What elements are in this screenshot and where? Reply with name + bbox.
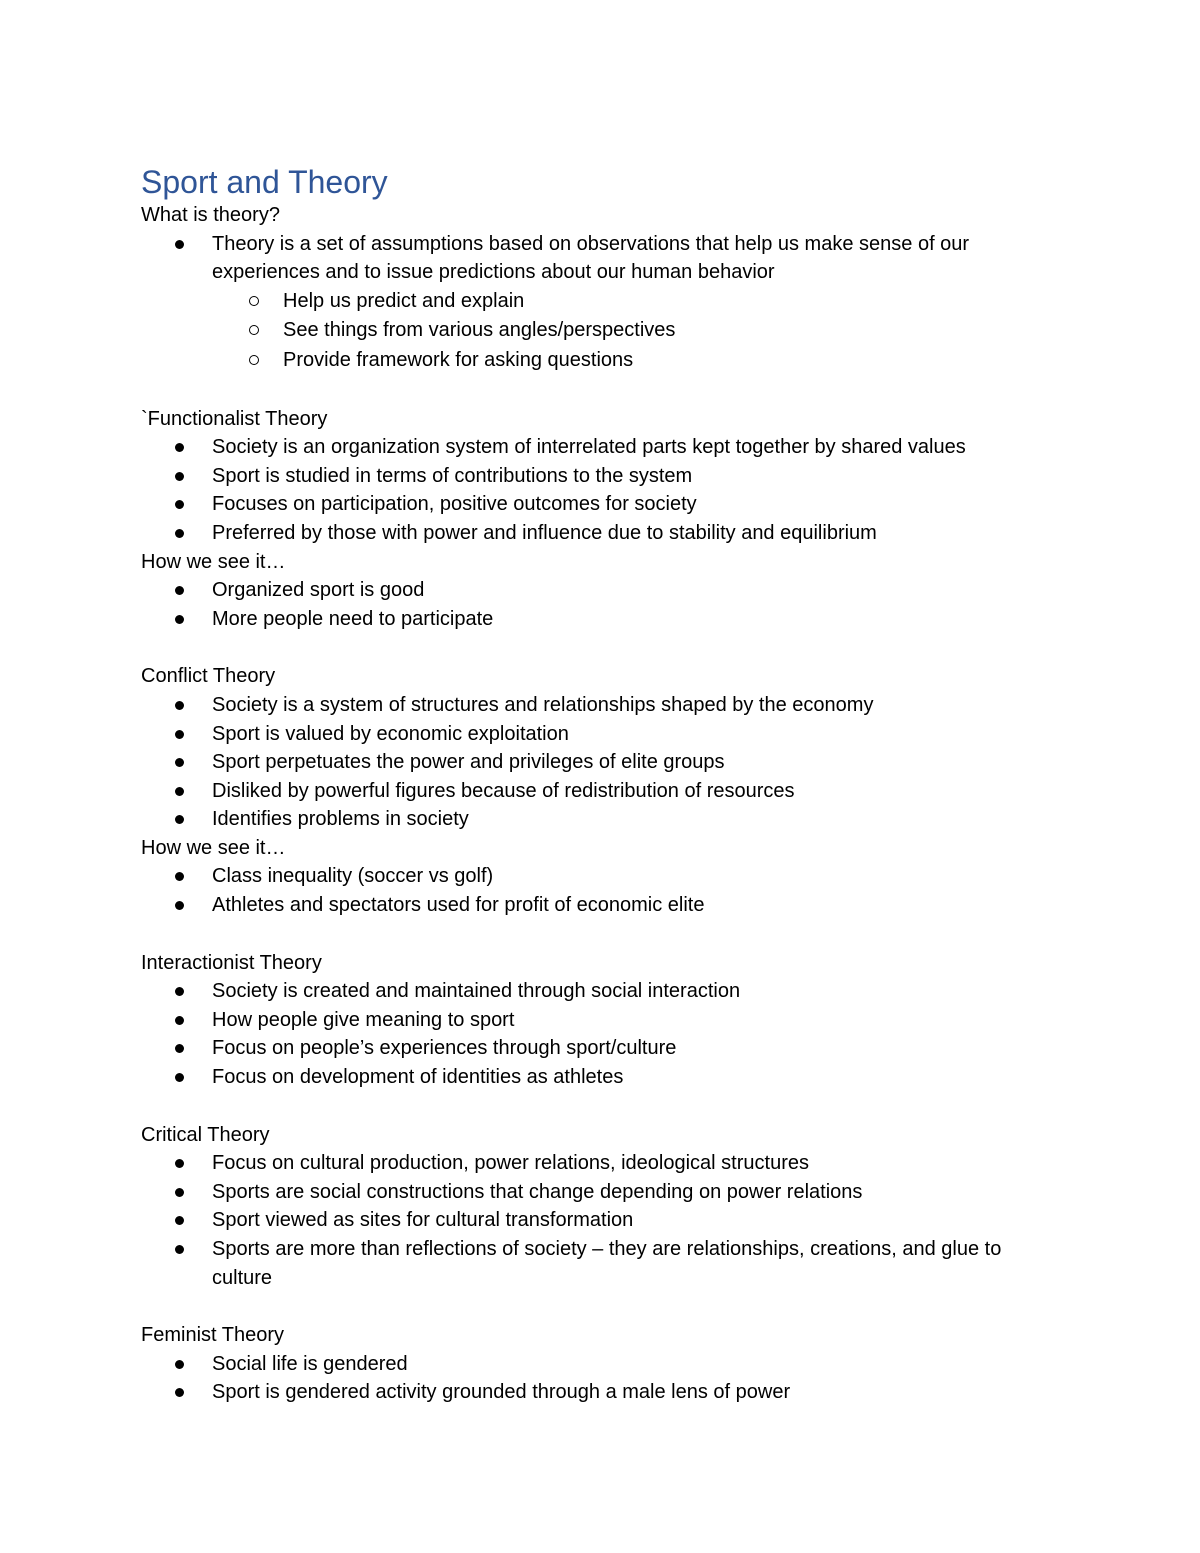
bullet-icon [175,1073,184,1082]
list-item-text: Theory is a set of assumptions based on observations that help us make sense of our experiences and to issue predictions about our human behavior [212,232,970,284]
list-item-text: Sport is valued by economic exploitation [212,722,569,745]
spacer [141,920,1061,949]
list-item-text: Society is created and maintained through social interaction [212,980,741,1003]
spacer [141,1092,1061,1121]
bullet-icon [175,1159,184,1168]
bullet-icon [175,529,184,538]
list-item [212,519,1061,548]
list-item [212,1378,1061,1407]
list-item-text: How people give meaning to sport [212,1008,515,1031]
list-item [212,462,1061,491]
list-item [212,891,1061,920]
bullet-icon [175,787,184,796]
bullet-list-conflict-how-we-see-it [141,862,1061,919]
subheading-how-we-see-it: How we see it… [141,836,286,859]
hollow-bullet-icon [249,325,259,335]
list-item-text: Identifies problems in society [212,808,469,831]
list-item [212,977,1061,1006]
hollow-bullet-icon [249,355,259,365]
sub-list-item-text: Help us predict and explain [283,289,525,312]
bullet-icon [175,472,184,481]
list-item [212,748,1061,777]
bullet-list-critical [141,1149,1061,1292]
bullet-icon [175,1360,184,1369]
bullet-icon [175,1216,184,1225]
bullet-icon [175,758,184,767]
list-item-text: Preferred by those with power and influence due to stability and equilibrium [212,521,877,544]
document-title: Sport and Theory [141,164,388,200]
list-item [212,720,1061,749]
list-item-text: Sports are social constructions that change depending on power relations [212,1180,863,1203]
list-item-text: Sport is gendered activity grounded through a male lens of power [212,1381,791,1404]
list-item-text: Organized sport is good [212,579,425,602]
subheading-how-we-see-it: How we see it… [141,550,286,573]
list-item [212,230,1061,376]
bullet-icon [175,701,184,710]
sub-list-item [283,316,1061,346]
bullet-list-what-is-theory [141,230,1061,376]
sub-list-item-text: Provide framework for asking questions [283,348,634,371]
bullet-icon [175,443,184,452]
list-item [212,605,1061,634]
bullet-icon [175,615,184,624]
list-item-text: Athletes and spectators used for profit of economic elite [212,894,705,917]
spacer [141,376,1061,405]
section-heading-critical-theory: Critical Theory [141,1123,270,1146]
bullet-icon [175,901,184,910]
bullet-icon [175,586,184,595]
bullet-list-interactionist [141,977,1061,1091]
document-page [141,163,1061,1407]
bullet-icon [175,1188,184,1197]
list-item [212,805,1061,834]
spacer [141,1292,1061,1321]
hollow-bullet-icon [249,296,259,306]
sub-list-item [283,287,1061,317]
list-item-text: Sport perpetuates the power and privileges of elite groups [212,751,725,774]
list-item-text: More people need to participate [212,607,494,630]
list-item-text: Focus on development of identities as athletes [212,1066,624,1089]
list-item-text: Sport viewed as sites for cultural transformation [212,1209,634,1232]
list-item-text: Society is a system of structures and relationships shaped by the economy [212,693,874,716]
list-item [212,691,1061,720]
bullet-list-functionalist-how-we-see-it [141,576,1061,633]
list-item [212,1063,1061,1092]
bullet-icon [175,1044,184,1053]
section-heading-what-is-theory: What is theory? [141,204,280,226]
list-item [212,1350,1061,1379]
section-heading-conflict-theory: Conflict Theory [141,665,276,688]
list-item-text: Social life is gendered [212,1352,408,1375]
list-item [212,1149,1061,1178]
list-item [212,1206,1061,1235]
list-item [212,1235,1061,1292]
section-heading-feminist-theory: Feminist Theory [141,1324,285,1347]
section-heading-interactionist-theory: Interactionist Theory [141,951,322,974]
list-item-text: Society is an organization system of interrelated parts kept together by shared values [212,436,966,459]
bullet-list-conflict [141,691,1061,834]
list-item-text: Focus on cultural production, power relations, ideological structures [212,1152,809,1175]
bullet-icon [175,240,184,249]
bullet-list-functionalist [141,433,1061,547]
bullet-icon [175,815,184,824]
bullet-icon [175,1388,184,1397]
bullet-icon [175,1016,184,1025]
list-item-text: Sport is studied in terms of contributions to the system [212,464,693,487]
sub-list-item-text: See things from various angles/perspectives [283,319,676,342]
list-item-text: Disliked by powerful figures because of redistribution of resources [212,779,795,802]
section-heading-functionalist-theory: `Functionalist Theory [141,407,328,430]
list-item [212,862,1061,891]
list-item-text: Class inequality (soccer vs golf) [212,865,494,888]
bullet-icon [175,872,184,881]
list-item-text: Focus on people’s experiences through sport/culture [212,1037,677,1060]
list-item [212,777,1061,806]
list-item [212,433,1061,462]
bullet-icon [175,987,184,996]
list-item [212,1034,1061,1063]
list-item-text: Sports are more than reflections of society – they are relationships, creations, and glue to culture [212,1238,1002,1289]
spacer [141,633,1061,662]
list-item [212,1178,1061,1207]
bullet-icon [175,1245,184,1254]
bullet-icon [175,500,184,509]
list-item [212,1006,1061,1035]
bullet-list-feminist [141,1350,1061,1407]
sub-bullet-list [212,287,1061,376]
list-item [212,576,1061,605]
sub-list-item [283,346,1061,376]
bullet-icon [175,730,184,739]
list-item [212,490,1061,519]
list-item-text: Focuses on participation, positive outcomes for society [212,493,697,516]
